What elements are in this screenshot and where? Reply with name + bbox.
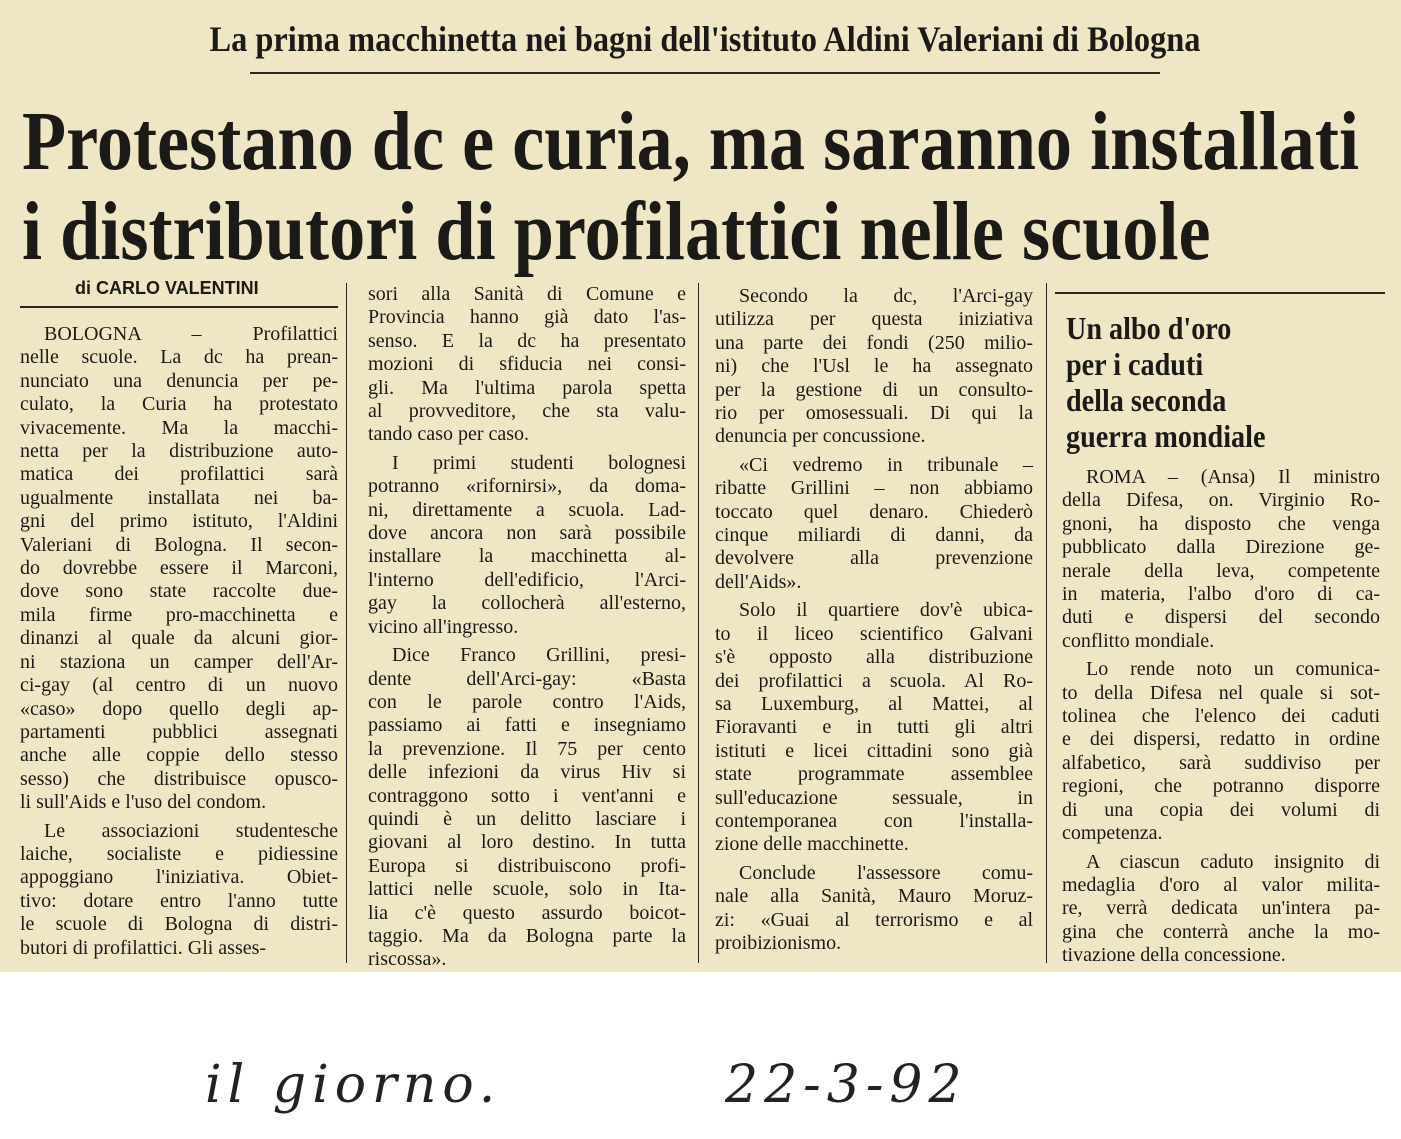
text-line: anche alle coppie dello stesso <box>20 744 338 767</box>
text-line: laiche, socialiste e pidiessine <box>20 842 338 865</box>
text-line: contraggono sotto i vent'anni e <box>368 784 686 807</box>
text-line: Valeriani di Bologna. Il secon- <box>20 533 338 556</box>
text-line: do dovrebbe essere il Marconi, <box>20 557 338 580</box>
paragraph <box>715 454 1033 594</box>
text-line: tivazione della concessione. <box>1062 944 1286 967</box>
article-column-2 <box>368 283 686 977</box>
text-line: Provincia hanno già dato l'as- <box>368 306 686 329</box>
text-line: denuncia per concussione. <box>715 425 926 448</box>
text-line: dinanzi al quale da alcuni gior- <box>20 627 338 650</box>
byline: di CARLO VALENTINI <box>75 278 259 298</box>
text-line: gnoni, ha disposto che venga <box>1062 512 1380 535</box>
article-column-3 <box>715 285 1033 960</box>
text-line: di una copia dei volumi di <box>1062 798 1380 821</box>
text-line: BOLOGNA – Profilattici <box>44 323 338 345</box>
text-line: rio per omosessuali. Di qui la <box>715 402 1033 425</box>
sidebar-headline <box>1066 310 1265 454</box>
text-line: duti e dispersi del secondo <box>1062 606 1380 629</box>
handwritten-date: 22-3-92 <box>725 1055 968 1115</box>
text-line: re, verrà dedicata un'intera pa- <box>1062 897 1380 920</box>
text-line: butori di profilattici. Gli asses- <box>20 936 267 959</box>
text-line: «caso» dopo quello degli ap- <box>20 697 338 720</box>
text-line: passiamo ai fatti e insegniamo <box>368 714 686 737</box>
text-line: nale alla Sanità, Mauro Moruz- <box>715 885 1033 908</box>
text-line: installare la macchinetta al- <box>368 545 686 568</box>
text-line: giovani al loro destino. In tutta <box>368 831 686 854</box>
text-line: netta per la distribuzione auto- <box>20 440 338 463</box>
text-line: Le associazioni studentesche <box>44 819 338 842</box>
text-line: nerale della leva, competente <box>1062 559 1380 582</box>
text-line: li sull'Aids e l'uso del condom. <box>20 791 267 814</box>
kicker-headline: La prima macchinetta nei bagni dell'istituto Aldini Valeriani di Bologna <box>209 19 1201 59</box>
text-line: istituti e licei cittadini sono già <box>715 739 1033 762</box>
text-line: quindi è un delitto lasciare i <box>368 807 686 830</box>
paragraph <box>1062 851 1380 968</box>
text-line: devolvere alla prevenzione <box>715 547 1033 570</box>
handwritten-source: il giorno. <box>205 1055 502 1115</box>
text-line: dell'Aids». <box>715 570 802 593</box>
sidebar-headline-line: per i caduti <box>1066 346 1204 382</box>
paragraph <box>368 644 686 972</box>
text-line: dove sono state raccolte due- <box>20 580 338 603</box>
text-line: vivacemente. Ma la macchi- <box>20 416 338 439</box>
paragraph <box>715 599 1033 856</box>
text-line: pubblicato dalla Direzione ge- <box>1062 536 1380 559</box>
text-line: sori alla Sanità di Comune e <box>368 283 686 305</box>
text-line: gina che conterrà anche la mo- <box>1062 920 1380 943</box>
text-line: ci-gay (al centro di un nuovo <box>20 674 338 697</box>
text-line: A ciascun caduto insignito di <box>1086 850 1380 873</box>
column-divider <box>698 283 699 963</box>
column-divider <box>346 283 347 963</box>
main-headline-line-2: i distributori di profilattici nelle scuole <box>22 185 1211 278</box>
text-line: dove ancora non sarà possibile <box>368 522 686 545</box>
text-line: cinque miliardi di danni, da <box>715 524 1033 547</box>
text-line: nelle scuole. La dc ha prean- <box>20 346 338 369</box>
text-line: ROMA – (Ansa) Il ministro <box>1086 466 1380 488</box>
paragraph <box>368 452 686 639</box>
text-line: dei profilattici a scuola. Al Ro- <box>715 669 1033 692</box>
text-line: e dei dispersi, redatto in ordine <box>1062 728 1380 751</box>
text-line: appoggiano l'iniziativa. Obiet- <box>20 866 338 889</box>
paragraph <box>20 323 338 815</box>
paragraph <box>715 862 1033 956</box>
text-line: zi: «Guai al terrorismo e al <box>715 908 1033 931</box>
kicker-underline <box>250 72 1160 74</box>
text-line: sesso) che distribuisce opusco- <box>20 767 338 790</box>
text-line: l'interno dell'edificio, l'Arci- <box>368 568 686 591</box>
text-line: riscossa». <box>368 948 447 971</box>
text-line: Solo il quartiere dov'è ubica- <box>739 599 1033 622</box>
text-line: «Ci vedremo in tribunale – <box>739 453 1033 476</box>
text-line: senso. E la dc ha presentato <box>368 329 686 352</box>
text-line: to della Difesa nel quale si sot- <box>1062 681 1380 704</box>
text-line: conflitto mondiale. <box>1062 629 1215 652</box>
text-line: ugualmente installata nei ba- <box>20 486 338 509</box>
text-line: Fioravanti e in tutti gli altri <box>715 716 1033 739</box>
byline-rule <box>20 306 338 308</box>
text-line: lia c'è questo assurdo boicot- <box>368 901 686 924</box>
text-line: nunciato una denuncia per pe- <box>20 369 338 392</box>
text-line: mozioni di sfiducia nei consi- <box>368 353 686 376</box>
paragraph <box>715 285 1033 449</box>
sidebar-headline-line: della seconda <box>1066 382 1227 418</box>
text-line: mila firme pro-macchinetta e <box>20 603 338 626</box>
text-line: tivo: dotare entro l'anno tutte <box>20 889 338 912</box>
text-line: in materia, l'albo d'oro di ca- <box>1062 583 1380 606</box>
text-line: utilizza per questa iniziativa <box>715 308 1033 331</box>
text-line: gni del primo istituto, l'Aldini <box>20 510 338 533</box>
sidebar-headline-line: guerra mondiale <box>1066 418 1266 454</box>
text-line: sa Luxemburg, al Mattei, al <box>715 692 1033 715</box>
text-line: vicino all'ingresso. <box>368 615 519 638</box>
text-line: sull'educazione sessuale, in <box>715 786 1033 809</box>
text-line: I primi studenti bolognesi <box>392 451 686 474</box>
text-line: della Difesa, on. Virginio Ro- <box>1062 489 1380 512</box>
text-line: s'è opposto alla distribuzione <box>715 646 1033 669</box>
text-line: zione delle macchinette. <box>715 833 909 856</box>
paragraph <box>20 820 338 960</box>
text-line: partamenti pubblici assegnati <box>20 720 338 743</box>
column-divider <box>1046 283 1047 963</box>
text-line: competenza. <box>1062 822 1163 845</box>
text-line: tando caso per caso. <box>368 423 530 446</box>
text-line: una parte dei fondi (250 milio- <box>715 331 1033 354</box>
text-line: toccato quel denaro. Chiederò <box>715 500 1033 523</box>
text-line: la prevenzione. Il 75 per cento <box>368 737 686 760</box>
sidebar-headline-line: Un albo d'oro <box>1066 310 1232 346</box>
text-line: potranno «rifornirsi», da doma- <box>368 475 686 498</box>
text-line: delle infezioni da virus Hiv si <box>368 761 686 784</box>
paragraph <box>368 283 686 447</box>
text-line: ni, direttamente a scuola. Lad- <box>368 498 686 521</box>
text-line: le scuole di Bologna di distri- <box>20 913 338 936</box>
text-line: tolinea che l'elenco dei caduti <box>1062 705 1380 728</box>
text-line: culato, la Curia ha protestato <box>20 393 338 416</box>
text-line: taggio. Ma da Bologna parte la <box>368 924 686 947</box>
text-line: state programmate assemblee <box>715 763 1033 786</box>
text-line: ni) che l'Usl le ha assegnato <box>715 355 1033 378</box>
main-headline-line-1: Protestano dc e curia, ma saranno installati <box>22 95 1360 188</box>
text-line: al provveditore, che sta valu- <box>368 400 686 423</box>
text-line: regioni, che potranno disporre <box>1062 775 1380 798</box>
text-line: contemporanea con l'installa- <box>715 809 1033 832</box>
text-line: matica dei profilattici sarà <box>20 463 338 486</box>
text-line: ni staziona un camper dell'Ar- <box>20 650 338 673</box>
text-line: dente dell'Arci-gay: «Basta <box>368 667 686 690</box>
text-line: to il liceo scientifico Galvani <box>715 622 1033 645</box>
text-line: proibizionismo. <box>715 931 842 954</box>
text-line: medaglia d'oro al valor milita- <box>1062 873 1380 896</box>
paragraph <box>1062 466 1380 653</box>
text-line: Conclude l'assessore comu- <box>739 861 1033 884</box>
text-line: gay la collocherà all'esterno, <box>368 592 686 615</box>
text-line: ribatte Grillini – non abbiamo <box>715 477 1033 500</box>
text-line: lattici nelle scuole, solo in Ita- <box>368 878 686 901</box>
sidebar-article <box>1062 466 1380 973</box>
text-line: Europa si distribuiscono profi- <box>368 854 686 877</box>
text-line: gli. Ma l'ultima parola spetta <box>368 376 686 399</box>
text-line: Lo rende noto un comunica- <box>1086 658 1380 681</box>
text-line: alfabetico, sarà suddiviso per <box>1062 751 1380 774</box>
text-line: per la gestione di un consulto- <box>715 378 1033 401</box>
text-line: Secondo la dc, l'Arci-gay <box>739 285 1033 307</box>
paragraph <box>1062 658 1380 845</box>
text-line: Dice Franco Grillini, presi- <box>392 644 686 667</box>
article-column-1 <box>20 323 338 965</box>
sidebar-top-rule <box>1055 292 1385 294</box>
text-line: con le parole contro l'Aids, <box>368 690 686 713</box>
